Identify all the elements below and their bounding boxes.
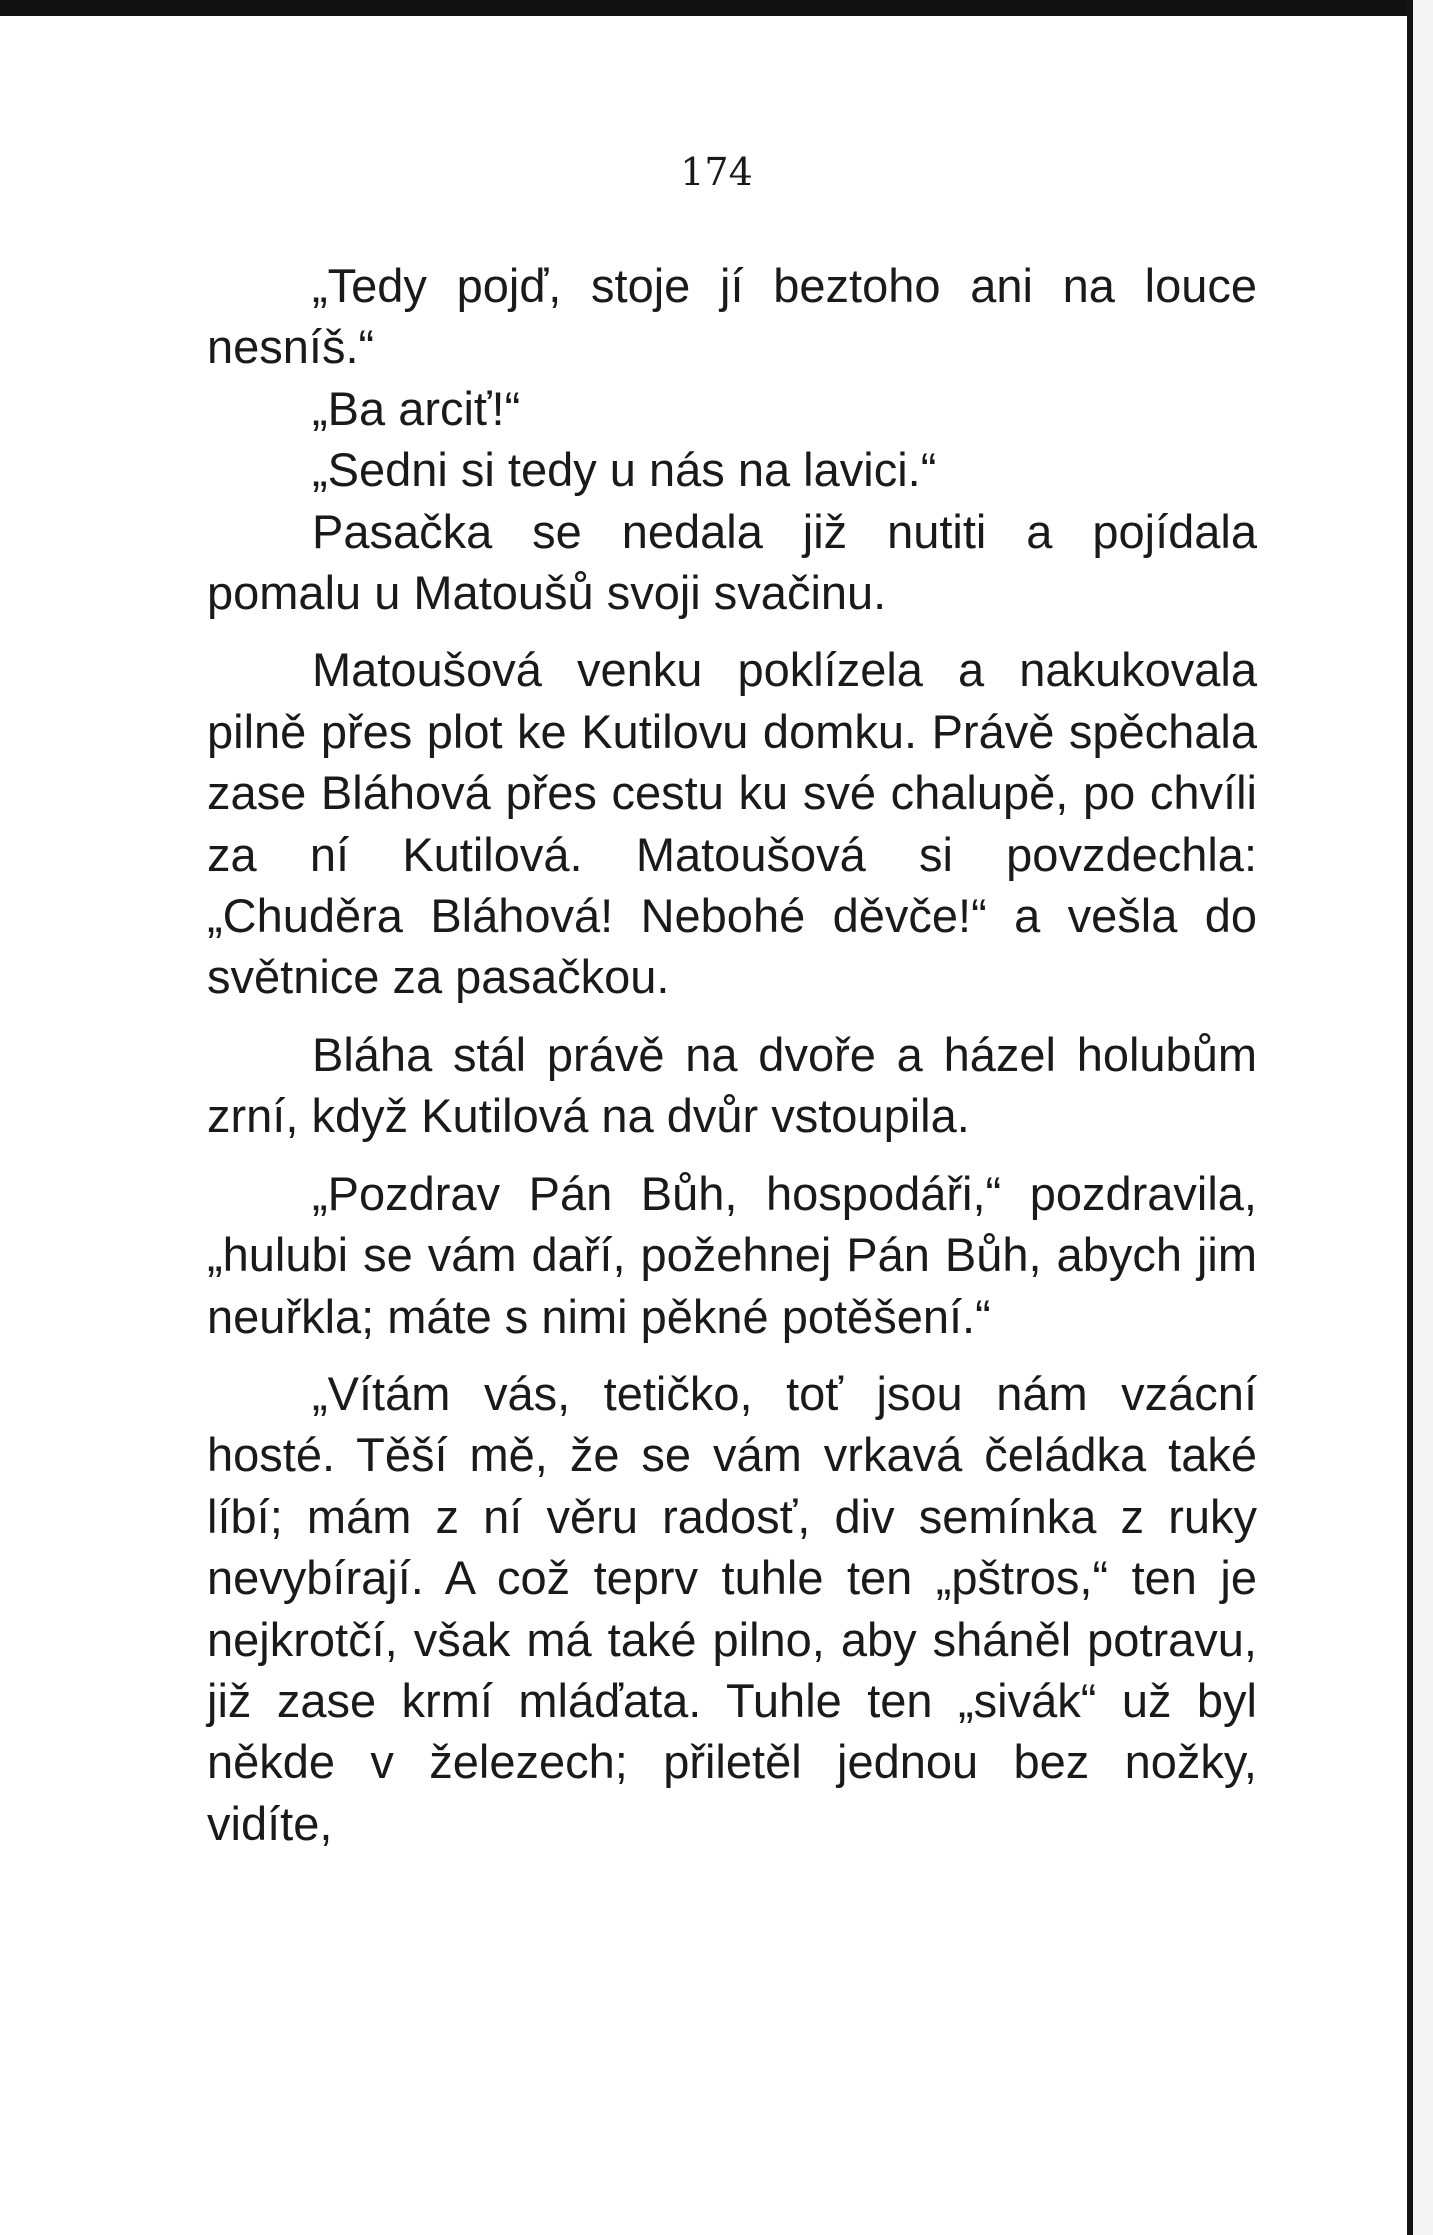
paragraph: Matoušová venku poklízela a nakukovala pilně přes plot ke Kutilovu domku. Právě spěchala zase Bláhová přes cestu ku své chalupě, po chvíli za ní Kutilová. Matoušová si povzdechla: „Chuděra Bláhová! Nebohé děvče!“ a vešla do světnice za pasačkou. <box>207 643 1257 1004</box>
paragraph: „Pozdrav Pán Bůh, hospodáři,“ pozdravila, „hulubi se vám daří, požehnej Pán Bůh, abych jim neuřkla; máte s nimi pěkné potěšení.“ <box>207 1166 1257 1343</box>
paragraph: „Tedy pojď, stoje jí beztoho ani na louce nesníš.“ <box>207 259 1257 374</box>
paragraph: „Vítám vás, tetičko, toť jsou nám vzácní hosté. Těší mě, že se vám vrkavá čeládka také líbí; mám z ní věru radosť, div semínka z ruky nevybírají. A což teprv tuhle ten „pštros,“ ten je nejkrotčí, však má také pilno, aby sháněl potravu, již zase krmí mláďata. Tuhle ten „sivák“ už byl někde v železech; přiletěl jednou bez nožky, vidíte, <box>207 1366 1257 1850</box>
paragraph: „Sedni si tedy u nás na lavici.“ <box>312 443 937 497</box>
paragraph: Bláha stál právě na dvoře a házel holubům zrní, když Kutilová na dvůr vstoupila. <box>207 1027 1257 1143</box>
page-number: 174 <box>680 150 753 194</box>
paragraph: Pasačka se nedala již nutiti a pojídala pomalu u Matoušů svoji svačinu. <box>207 504 1257 620</box>
paragraph: „Ba arciť!“ <box>312 381 521 435</box>
scan-edge-top <box>0 0 1433 16</box>
scan-edge-right <box>1407 0 1433 2235</box>
body-text <box>207 255 1257 1854</box>
